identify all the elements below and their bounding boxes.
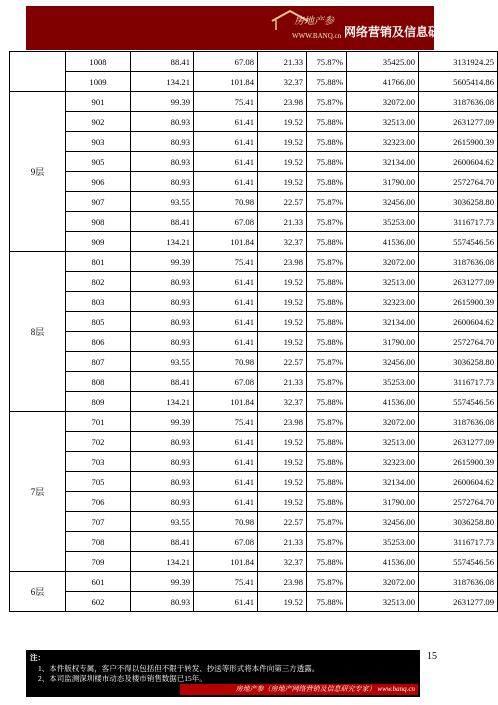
total-price-cell: 3187636.08 bbox=[419, 572, 498, 592]
area-inner-cell: 67.08 bbox=[194, 372, 258, 392]
efficiency-rate-cell: 75.88% bbox=[307, 292, 347, 312]
efficiency-rate-cell: 75.87% bbox=[307, 212, 347, 232]
area-building-cell: 88.41 bbox=[131, 372, 194, 392]
total-price-cell: 2631277.09 bbox=[419, 272, 498, 292]
area-inner-cell: 75.41 bbox=[194, 252, 258, 272]
header-title: 网络营销及信息研究专家 bbox=[344, 25, 477, 39]
room-number-cell: 703 bbox=[66, 452, 131, 472]
efficiency-rate-cell: 75.87% bbox=[307, 192, 347, 212]
table-row bbox=[10, 112, 498, 132]
unit-price-cell: 32072.00 bbox=[347, 572, 419, 592]
area-shared-cell: 19.52 bbox=[258, 452, 307, 472]
area-inner-cell: 61.41 bbox=[194, 592, 258, 612]
area-inner-cell: 61.41 bbox=[194, 132, 258, 152]
unit-price-cell: 31790.00 bbox=[347, 492, 419, 512]
efficiency-rate-cell: 75.87% bbox=[307, 252, 347, 272]
efficiency-rate-cell: 75.87% bbox=[307, 412, 347, 432]
area-inner-cell: 61.41 bbox=[194, 272, 258, 292]
room-number-cell: 907 bbox=[66, 192, 131, 212]
total-price-cell: 3116717.73 bbox=[419, 212, 498, 232]
unit-price-cell: 35253.00 bbox=[347, 212, 419, 232]
area-building-cell: 88.41 bbox=[131, 212, 194, 232]
area-shared-cell: 23.98 bbox=[258, 92, 307, 112]
efficiency-rate-cell: 75.87% bbox=[307, 532, 347, 552]
area-building-cell: 80.93 bbox=[131, 332, 194, 352]
room-number-cell: 903 bbox=[66, 132, 131, 152]
area-shared-cell: 23.98 bbox=[258, 412, 307, 432]
efficiency-rate-cell: 75.88% bbox=[307, 172, 347, 192]
area-shared-cell: 21.33 bbox=[258, 532, 307, 552]
room-number-cell: 702 bbox=[66, 432, 131, 452]
area-inner-cell: 61.41 bbox=[194, 332, 258, 352]
area-building-cell: 88.41 bbox=[131, 52, 194, 72]
room-number-cell: 808 bbox=[66, 372, 131, 392]
unit-price-cell: 32513.00 bbox=[347, 272, 419, 292]
room-number-cell: 805 bbox=[66, 312, 131, 332]
area-building-cell: 134.21 bbox=[131, 392, 194, 412]
area-inner-cell: 75.41 bbox=[194, 92, 258, 112]
table-row bbox=[10, 412, 498, 432]
room-number-cell: 1008 bbox=[66, 52, 131, 72]
room-number-cell: 908 bbox=[66, 212, 131, 232]
total-price-cell: 5574546.56 bbox=[419, 552, 498, 572]
table-row bbox=[10, 92, 498, 112]
table-row bbox=[10, 332, 498, 352]
efficiency-rate-cell: 75.88% bbox=[307, 332, 347, 352]
room-number-cell: 901 bbox=[66, 92, 131, 112]
area-shared-cell: 19.52 bbox=[258, 292, 307, 312]
unit-price-cell: 31790.00 bbox=[347, 172, 419, 192]
area-shared-cell: 19.52 bbox=[258, 332, 307, 352]
table-row bbox=[10, 352, 498, 372]
area-inner-cell: 75.41 bbox=[194, 412, 258, 432]
area-inner-cell: 67.08 bbox=[194, 532, 258, 552]
area-shared-cell: 22.57 bbox=[258, 512, 307, 532]
area-shared-cell: 19.52 bbox=[258, 592, 307, 612]
area-building-cell: 134.21 bbox=[131, 232, 194, 252]
efficiency-rate-cell: 75.88% bbox=[307, 312, 347, 332]
floor-label: 6层 bbox=[10, 572, 66, 612]
total-price-cell: 5574546.56 bbox=[419, 392, 498, 412]
price-table bbox=[9, 51, 498, 612]
area-inner-cell: 61.41 bbox=[194, 432, 258, 452]
area-inner-cell: 61.41 bbox=[194, 172, 258, 192]
efficiency-rate-cell: 75.88% bbox=[307, 452, 347, 472]
area-inner-cell: 101.84 bbox=[194, 552, 258, 572]
total-price-cell: 2572764.70 bbox=[419, 172, 498, 192]
table-row bbox=[10, 532, 498, 552]
total-price-cell: 3036258.80 bbox=[419, 512, 498, 532]
area-inner-cell: 67.08 bbox=[194, 212, 258, 232]
room-number-cell: 806 bbox=[66, 332, 131, 352]
unit-price-cell: 32072.00 bbox=[347, 412, 419, 432]
total-price-cell: 2615900.39 bbox=[419, 292, 498, 312]
table-row bbox=[10, 272, 498, 292]
total-price-cell: 3131924.25 bbox=[419, 52, 498, 72]
total-price-cell: 3187636.08 bbox=[419, 92, 498, 112]
efficiency-rate-cell: 75.87% bbox=[307, 352, 347, 372]
table-row bbox=[10, 492, 498, 512]
area-inner-cell: 75.41 bbox=[194, 572, 258, 592]
total-price-cell: 2600604.62 bbox=[419, 152, 498, 172]
room-number-cell: 809 bbox=[66, 392, 131, 412]
efficiency-rate-cell: 75.88% bbox=[307, 472, 347, 492]
unit-price-cell: 32072.00 bbox=[347, 92, 419, 112]
area-shared-cell: 32.37 bbox=[258, 392, 307, 412]
table-row bbox=[10, 132, 498, 152]
table-row bbox=[10, 432, 498, 452]
unit-price-cell: 35425.00 bbox=[347, 52, 419, 72]
unit-price-cell: 32456.00 bbox=[347, 192, 419, 212]
area-building-cell: 80.93 bbox=[131, 472, 194, 492]
total-price-cell: 3116717.73 bbox=[419, 372, 498, 392]
area-shared-cell: 19.52 bbox=[258, 432, 307, 452]
area-shared-cell: 21.33 bbox=[258, 372, 307, 392]
area-building-cell: 80.93 bbox=[131, 312, 194, 332]
area-inner-cell: 101.84 bbox=[194, 232, 258, 252]
table-row bbox=[10, 312, 498, 332]
area-inner-cell: 70.98 bbox=[194, 192, 258, 212]
room-number-cell: 601 bbox=[66, 572, 131, 592]
unit-price-cell: 32072.00 bbox=[347, 252, 419, 272]
total-price-cell: 2572764.70 bbox=[419, 332, 498, 352]
area-shared-cell: 19.52 bbox=[258, 472, 307, 492]
area-shared-cell: 23.98 bbox=[258, 252, 307, 272]
room-number-cell: 909 bbox=[66, 232, 131, 252]
room-number-cell: 803 bbox=[66, 292, 131, 312]
floor-label: 8层 bbox=[10, 252, 66, 412]
area-shared-cell: 32.37 bbox=[258, 232, 307, 252]
area-building-cell: 134.21 bbox=[131, 552, 194, 572]
note-monitoring: 2、本司监测深圳楼市动态及楼市销售数据已15年。 bbox=[38, 674, 207, 683]
total-price-cell: 3116717.73 bbox=[419, 532, 498, 552]
table-row bbox=[10, 372, 498, 392]
page-number: 15 bbox=[427, 651, 437, 662]
efficiency-rate-cell: 75.87% bbox=[307, 572, 347, 592]
table-row bbox=[10, 192, 498, 212]
unit-price-cell: 32513.00 bbox=[347, 592, 419, 612]
area-shared-cell: 21.33 bbox=[258, 52, 307, 72]
efficiency-rate-cell: 75.87% bbox=[307, 372, 347, 392]
area-building-cell: 99.39 bbox=[131, 252, 194, 272]
total-price-cell: 2631277.09 bbox=[419, 112, 498, 132]
area-building-cell: 88.41 bbox=[131, 532, 194, 552]
area-shared-cell: 19.52 bbox=[258, 132, 307, 152]
area-inner-cell: 61.41 bbox=[194, 292, 258, 312]
total-price-cell: 3036258.80 bbox=[419, 352, 498, 372]
area-shared-cell: 21.33 bbox=[258, 212, 307, 232]
room-number-cell: 705 bbox=[66, 472, 131, 492]
area-building-cell: 80.93 bbox=[131, 452, 194, 472]
room-number-cell: 707 bbox=[66, 512, 131, 532]
total-price-cell: 5605414.86 bbox=[419, 72, 498, 92]
area-building-cell: 80.93 bbox=[131, 132, 194, 152]
efficiency-rate-cell: 75.88% bbox=[307, 592, 347, 612]
area-inner-cell: 61.41 bbox=[194, 152, 258, 172]
unit-price-cell: 32323.00 bbox=[347, 452, 419, 472]
table-row bbox=[10, 292, 498, 312]
room-number-cell: 802 bbox=[66, 272, 131, 292]
room-number-cell: 905 bbox=[66, 152, 131, 172]
efficiency-rate-cell: 75.87% bbox=[307, 92, 347, 112]
unit-price-cell: 41536.00 bbox=[347, 552, 419, 572]
room-number-cell: 906 bbox=[66, 172, 131, 192]
area-building-cell: 99.39 bbox=[131, 572, 194, 592]
table-row bbox=[10, 572, 498, 592]
efficiency-rate-cell: 75.88% bbox=[307, 112, 347, 132]
efficiency-rate-cell: 75.88% bbox=[307, 132, 347, 152]
table-row bbox=[10, 392, 498, 412]
room-number-cell: 1009 bbox=[66, 72, 131, 92]
area-building-cell: 80.93 bbox=[131, 592, 194, 612]
efficiency-rate-cell: 75.88% bbox=[307, 432, 347, 452]
area-inner-cell: 101.84 bbox=[194, 72, 258, 92]
area-building-cell: 80.93 bbox=[131, 492, 194, 512]
area-inner-cell: 61.41 bbox=[194, 112, 258, 132]
area-shared-cell: 32.37 bbox=[258, 72, 307, 92]
header-banner bbox=[26, 6, 477, 50]
area-inner-cell: 67.08 bbox=[194, 52, 258, 72]
unit-price-cell: 31790.00 bbox=[347, 332, 419, 352]
area-shared-cell: 22.57 bbox=[258, 192, 307, 212]
table-row bbox=[10, 232, 498, 252]
area-inner-cell: 70.98 bbox=[194, 512, 258, 532]
area-building-cell: 134.21 bbox=[131, 72, 194, 92]
area-shared-cell: 22.57 bbox=[258, 352, 307, 372]
area-shared-cell: 19.52 bbox=[258, 492, 307, 512]
area-inner-cell: 61.41 bbox=[194, 492, 258, 512]
total-price-cell: 2600604.62 bbox=[419, 472, 498, 492]
unit-price-cell: 41536.00 bbox=[347, 232, 419, 252]
area-shared-cell: 19.52 bbox=[258, 312, 307, 332]
efficiency-rate-cell: 75.88% bbox=[307, 552, 347, 572]
table-row bbox=[10, 472, 498, 492]
room-number-cell: 709 bbox=[66, 552, 131, 572]
area-building-cell: 99.39 bbox=[131, 92, 194, 112]
total-price-cell: 3187636.08 bbox=[419, 252, 498, 272]
efficiency-rate-cell: 75.88% bbox=[307, 272, 347, 292]
unit-price-cell: 35253.00 bbox=[347, 532, 419, 552]
logo-text: 房地产参 bbox=[294, 16, 334, 27]
total-price-cell: 2615900.39 bbox=[419, 452, 498, 472]
efficiency-rate-cell: 75.88% bbox=[307, 232, 347, 252]
area-building-cell: 80.93 bbox=[131, 152, 194, 172]
table-row bbox=[10, 252, 498, 272]
area-shared-cell: 19.52 bbox=[258, 152, 307, 172]
total-price-cell: 2631277.09 bbox=[419, 592, 498, 612]
unit-price-cell: 32513.00 bbox=[347, 112, 419, 132]
efficiency-rate-cell: 75.88% bbox=[307, 492, 347, 512]
efficiency-rate-cell: 75.88% bbox=[307, 392, 347, 412]
room-number-cell: 807 bbox=[66, 352, 131, 372]
area-building-cell: 80.93 bbox=[131, 112, 194, 132]
unit-price-cell: 41536.00 bbox=[347, 392, 419, 412]
unit-price-cell: 32323.00 bbox=[347, 132, 419, 152]
area-inner-cell: 101.84 bbox=[194, 392, 258, 412]
area-shared-cell: 23.98 bbox=[258, 572, 307, 592]
floor-label: 9层 bbox=[10, 92, 66, 252]
efficiency-rate-cell: 75.87% bbox=[307, 52, 347, 72]
table-row bbox=[10, 72, 498, 92]
unit-price-cell: 32513.00 bbox=[347, 432, 419, 452]
unit-price-cell: 32134.00 bbox=[347, 152, 419, 172]
footer-brand: 房地产参（房地产网络营销及信息研究专家） www.banq.cn bbox=[180, 684, 418, 695]
unit-price-cell: 32456.00 bbox=[347, 512, 419, 532]
total-price-cell: 2572764.70 bbox=[419, 492, 498, 512]
room-number-cell: 706 bbox=[66, 492, 131, 512]
table-row bbox=[10, 452, 498, 472]
total-price-cell: 2615900.39 bbox=[419, 132, 498, 152]
room-number-cell: 902 bbox=[66, 112, 131, 132]
area-building-cell: 99.39 bbox=[131, 412, 194, 432]
total-price-cell: 3187636.08 bbox=[419, 412, 498, 432]
area-inner-cell: 61.41 bbox=[194, 472, 258, 492]
area-building-cell: 93.55 bbox=[131, 512, 194, 532]
area-building-cell: 80.93 bbox=[131, 292, 194, 312]
logo-url: WWW.BANQ.cn bbox=[292, 32, 342, 40]
area-building-cell: 93.55 bbox=[131, 192, 194, 212]
area-building-cell: 80.93 bbox=[131, 272, 194, 292]
total-price-cell: 2631277.09 bbox=[419, 432, 498, 452]
efficiency-rate-cell: 75.88% bbox=[307, 72, 347, 92]
table-row bbox=[10, 552, 498, 572]
area-inner-cell: 61.41 bbox=[194, 312, 258, 332]
room-number-cell: 801 bbox=[66, 252, 131, 272]
unit-price-cell: 41766.00 bbox=[347, 72, 419, 92]
room-number-cell: 701 bbox=[66, 412, 131, 432]
area-inner-cell: 61.41 bbox=[194, 452, 258, 472]
unit-price-cell: 35253.00 bbox=[347, 372, 419, 392]
floor-label: 7层 bbox=[10, 412, 66, 572]
floor-label bbox=[10, 52, 66, 92]
area-building-cell: 80.93 bbox=[131, 432, 194, 452]
table-row bbox=[10, 52, 498, 72]
table-row bbox=[10, 512, 498, 532]
unit-price-cell: 32323.00 bbox=[347, 292, 419, 312]
notes-title: 注： bbox=[30, 653, 45, 662]
table-row bbox=[10, 152, 498, 172]
room-number-cell: 708 bbox=[66, 532, 131, 552]
efficiency-rate-cell: 75.87% bbox=[307, 512, 347, 532]
total-price-cell: 5574546.56 bbox=[419, 232, 498, 252]
table-row bbox=[10, 172, 498, 192]
table-row bbox=[10, 592, 498, 612]
note-copyright: 1、本件版权专属，客户不得以包括但不限于转发、抄送等形式将本件向第三方透露。 bbox=[38, 664, 320, 673]
unit-price-cell: 32134.00 bbox=[347, 312, 419, 332]
area-shared-cell: 19.52 bbox=[258, 272, 307, 292]
area-inner-cell: 70.98 bbox=[194, 352, 258, 372]
area-building-cell: 93.55 bbox=[131, 352, 194, 372]
area-shared-cell: 32.37 bbox=[258, 552, 307, 572]
unit-price-cell: 32456.00 bbox=[347, 352, 419, 372]
footer-notes bbox=[26, 650, 420, 697]
efficiency-rate-cell: 75.88% bbox=[307, 152, 347, 172]
total-price-cell: 2600604.62 bbox=[419, 312, 498, 332]
area-shared-cell: 19.52 bbox=[258, 112, 307, 132]
area-building-cell: 80.93 bbox=[131, 172, 194, 192]
area-shared-cell: 19.52 bbox=[258, 172, 307, 192]
total-price-cell: 3036258.80 bbox=[419, 192, 498, 212]
unit-price-cell: 32134.00 bbox=[347, 472, 419, 492]
room-number-cell: 602 bbox=[66, 592, 131, 612]
table-row bbox=[10, 212, 498, 232]
